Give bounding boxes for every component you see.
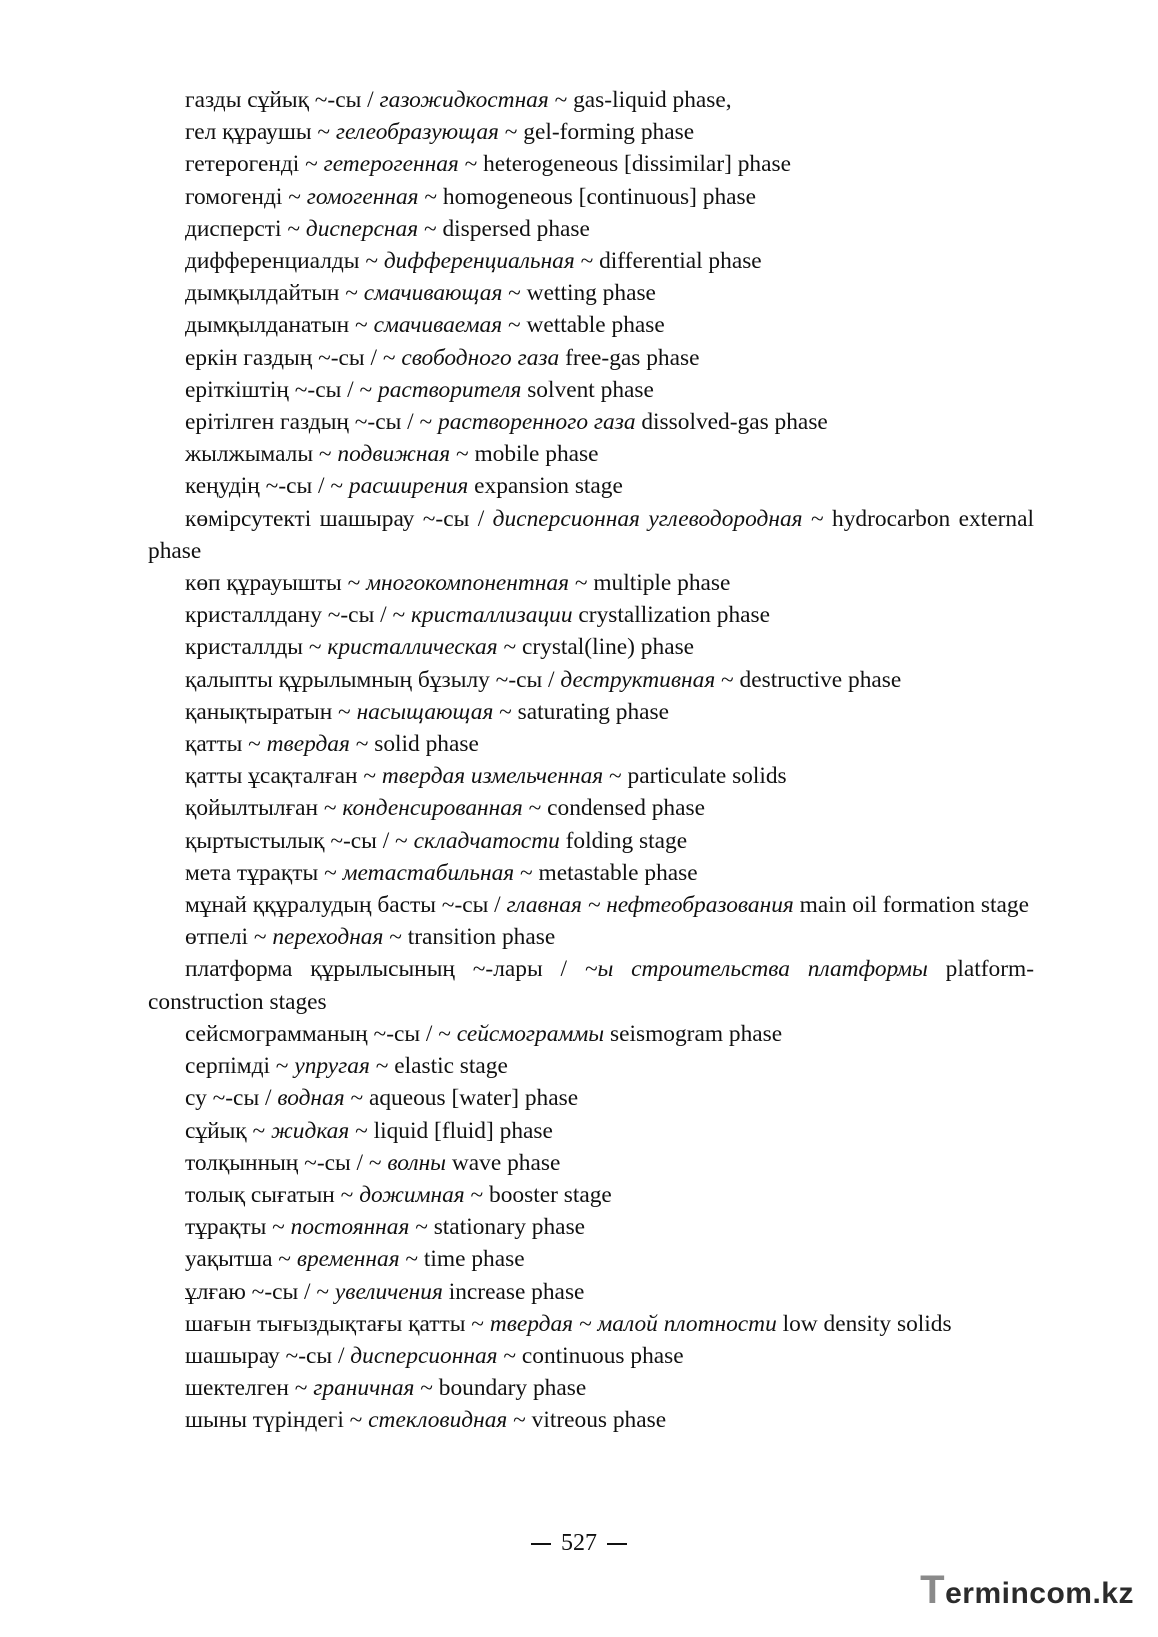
entry: толқынның ~-сы / ~ волны wave phase: [185, 1149, 561, 1176]
entry: еркін газдың ~-сы / ~ свободного газа free-gas phase: [185, 344, 700, 371]
entry: дифференциалды ~ дифференциальная ~ differential phase: [185, 248, 762, 275]
entry: қыртыстылық ~-сы / ~ складчатости folding stage: [185, 827, 688, 854]
page-number: [0, 1530, 1158, 1557]
entry: толық сығатын ~ дожимная ~ booster stage: [185, 1181, 612, 1208]
entry: шашырау ~-сы / дисперсионная ~ continuous phase: [185, 1342, 684, 1369]
entry: платформа құрылысының ~-лары / ~ы строительства платформы platform-construction stages: [148, 956, 1034, 1015]
entry: гетерогенді ~ гетерогенная ~ heterogeneous [dissimilar] phase: [185, 151, 791, 178]
right-dash: [607, 1543, 627, 1545]
entry: су ~-сы / водная ~ aqueous [water] phase: [185, 1085, 579, 1112]
entry: мұнай ққұралудың басты ~-сы / главная ~ нефтеобразования main oil formation stage: [185, 892, 1029, 919]
entry: тұрақты ~ постоянная ~ stationary phase: [185, 1214, 586, 1241]
watermark-initial: T: [920, 1568, 946, 1612]
entry: ерітілген газдың ~-сы / ~ растворенного газа dissolved-gas phase: [185, 409, 828, 436]
entry: шыны түріндегі ~ стекловидная ~ vitreous phase: [185, 1407, 667, 1434]
glossary-entries: [148, 84, 1034, 1437]
entry: кристаллдану ~-сы / ~ кристаллизации crystallization phase: [185, 602, 771, 629]
entry: көп құрауышты ~ многокомпонентная ~ multiple phase: [185, 570, 731, 597]
entry: өтпелі ~ переходная ~ transition phase: [185, 924, 556, 951]
entry: гел құраушы ~ гелеобразующая ~ gel-forming phase: [185, 119, 695, 146]
entry: кристаллды ~ кристаллическая ~ crystal(line) phase: [185, 634, 695, 661]
entry: уақытша ~ временная ~ time phase: [185, 1246, 525, 1273]
entry: қатты ұсақталған ~ твердая измельченная ~ particulate solids: [185, 763, 787, 790]
entry: дымқылданатын ~ смачиваемая ~ wettable phase: [185, 312, 665, 339]
entry: қанықтыратын ~ насыщающая ~ saturating phase: [185, 698, 670, 725]
entry: газды сұйық ~-сы / газожидкостная ~ gas-liquid phase,: [185, 87, 732, 113]
entry: дисперсті ~ дисперсная ~ dispersed phase: [185, 215, 590, 242]
entry: жылжымалы ~ подвижная ~ mobile phase: [185, 441, 599, 468]
entry: еріткіштің ~-сы / ~ растворителя solvent phase: [185, 376, 654, 403]
entry: гомогенді ~ гомогенная ~ homogeneous [continuous] phase: [185, 183, 757, 210]
entry: серпімді ~ упругая ~ elastic stage: [185, 1053, 508, 1080]
entry: көмірсутекті шашырау ~-сы / дисперсионная углеводородная ~ hydrocarbon external phase: [148, 505, 1034, 564]
page-number-value: 527: [561, 1530, 597, 1556]
entry: қалыпты құрылымның бұзылу ~-сы / деструктивная ~ destructive phase: [185, 666, 902, 693]
entry: қатты ~ твердая ~ solid phase: [185, 731, 479, 758]
left-dash: [531, 1543, 551, 1545]
entry: қойылтылған ~ конденсированная ~ condensed phase: [185, 795, 705, 822]
entry: кеңудің ~-сы / ~ расширения expansion stage: [185, 473, 623, 500]
watermark-text: ermincom.kz: [945, 1577, 1134, 1610]
entry: шағын тығыздықтағы қатты ~ твердая ~ малой плотности low density solids: [185, 1310, 952, 1337]
entry: мета тұрақты ~ метастабильная ~ metastable phase: [185, 859, 698, 886]
entry: ұлғаю ~-сы / ~ увеличения increase phase: [185, 1278, 585, 1305]
entry: дымқылдайтын ~ смачивающая ~ wetting phase: [185, 280, 656, 307]
entry: сейсмограмманың ~-сы / ~ сейсмограммы seismogram phase: [185, 1020, 783, 1047]
entry: шектелген ~ граничная ~ boundary phase: [185, 1375, 587, 1402]
site-watermark-logo: [920, 1568, 1134, 1613]
entry: сұйық ~ жидкая ~ liquid [fluid] phase: [185, 1117, 553, 1144]
